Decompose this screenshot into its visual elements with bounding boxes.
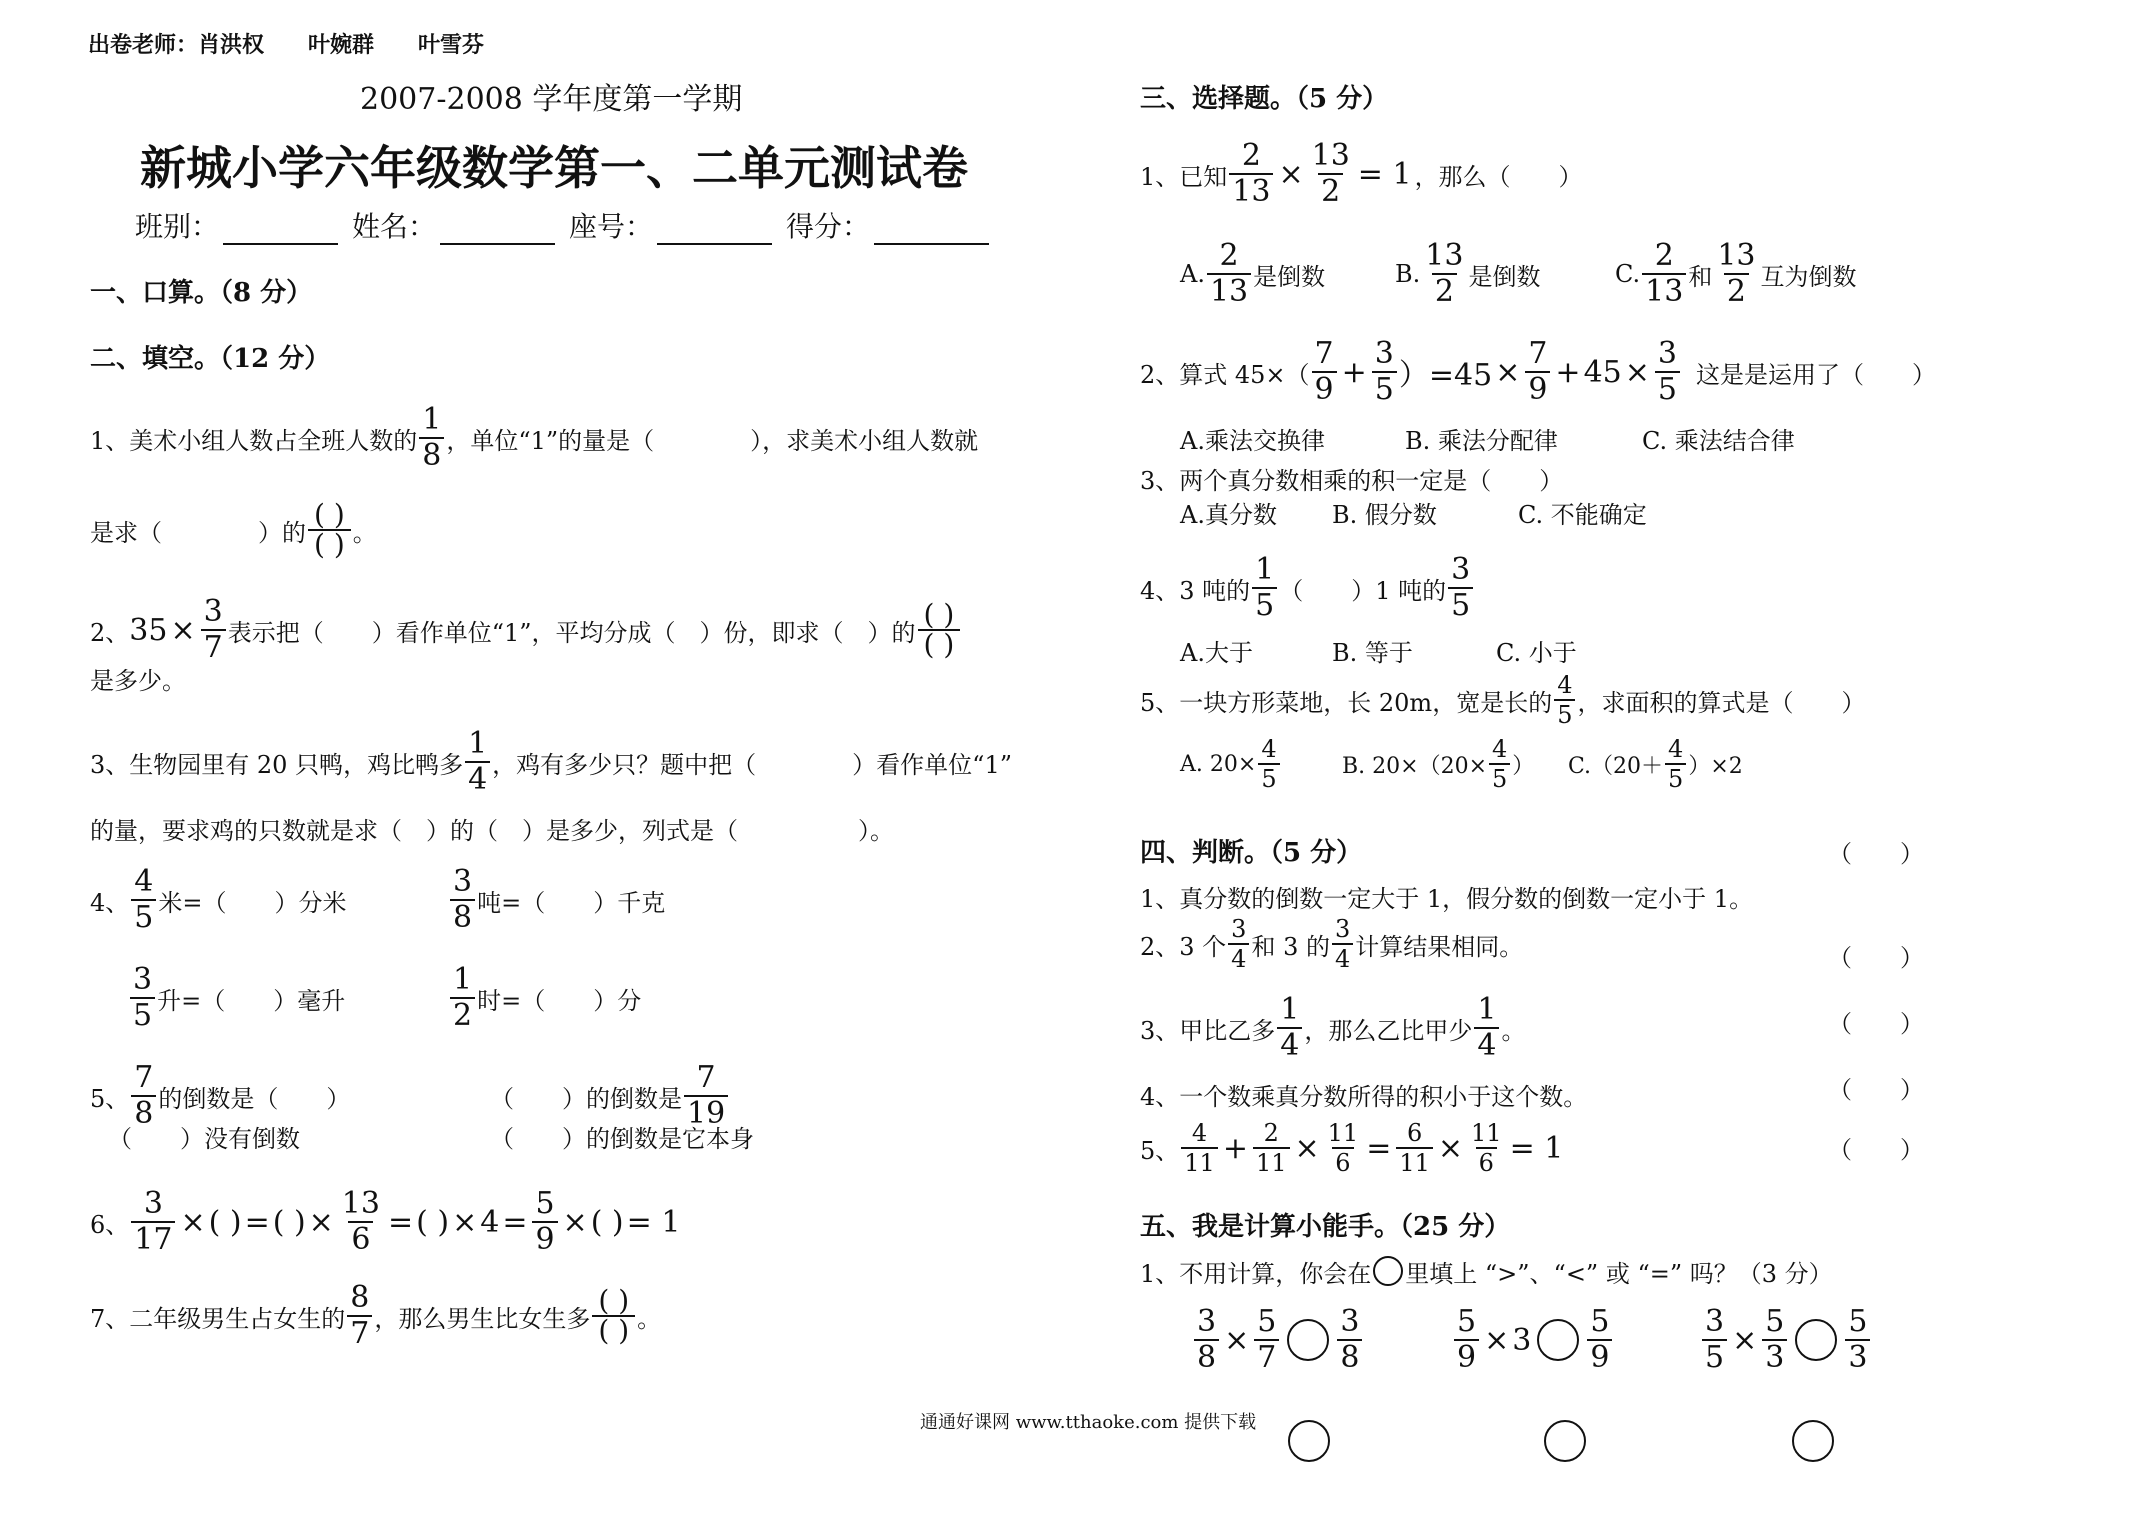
glyph-reference: （ ）（ ）、	[1360, 1413, 1472, 1429]
compare-3	[1700, 1300, 1872, 1380]
fraction: $\frac{1}{5}$	[1252, 555, 1277, 621]
fraction: $\frac{5}{7}$	[1254, 1307, 1279, 1373]
fraction: $\frac{3}{5}$	[1702, 1307, 1727, 1373]
fill-q5-item-c: （ ）没有倒数	[108, 1124, 300, 1153]
plus-sign: +	[1341, 354, 1367, 390]
choice-q1-option-c[interactable]: C. $\frac{2}{13}$ 和 $\frac{13}{2}$ 互为倒数	[1615, 238, 1857, 309]
times-sign: ×	[1484, 1322, 1510, 1358]
choice-q2-option-a[interactable]: A.乘法交换律	[1180, 426, 1325, 455]
fraction: $\frac{8}{7}$	[347, 1283, 372, 1349]
choice-q5-option-a[interactable]: A. 20× $\frac{4}{5}$	[1180, 724, 1282, 804]
judge-q1: 1、真分数的倒数一定大于 1，假分数的倒数一定小于 1。	[1140, 884, 1754, 913]
times-sign: ×	[1495, 354, 1521, 390]
equals-sign: =	[244, 1204, 270, 1240]
fraction: $\frac{3}{7}$	[201, 597, 226, 663]
choice-q1-option-b[interactable]: B. $\frac{13}{2}$ 是倒数	[1395, 238, 1541, 309]
fraction: $\frac{3}{8}$	[1337, 1307, 1362, 1373]
fill-q7-text-a: 7、二年级男生占女生的	[90, 1304, 346, 1333]
fill-q7-line	[90, 1276, 661, 1356]
fill-q4-item-b	[448, 860, 665, 940]
choice-q4-option-a[interactable]: A.大于	[1180, 638, 1253, 667]
fraction: $\frac{1}{4}$	[465, 729, 490, 795]
fill-q6-equation	[90, 1182, 683, 1262]
calc-q1-stem	[1140, 1246, 1833, 1296]
term-heading: 2007-2008 学年度第一学期	[360, 82, 743, 117]
choice-q5-text-a: 5、一块方形菜地，长 20m，宽是长的	[1140, 688, 1553, 717]
fill-q3-text-a: 3、生物园里有 20 只鸭，鸡比鸭多	[90, 750, 464, 779]
fraction: $\frac{5}{9}$	[1587, 1307, 1612, 1373]
calc-q1-text-b: 里填上 “>”、“<” 或 “=” 吗？（3 分）	[1405, 1259, 1833, 1288]
fraction: $\frac{13}{6}$	[341, 1186, 380, 1257]
reciprocal-text: （ ）的倒数是	[490, 1084, 682, 1113]
choice-q4-text-a: 4、3 吨的	[1140, 576, 1251, 605]
fill-q1-text-b: ，单位“1”的量是（ ），求美术小组人数就	[446, 426, 979, 455]
fill-q3-line2: 的量，要求鸡的只数就是求（ ）的（ ）是多少，列式是（ ）。	[90, 816, 894, 845]
blank[interactable]: ( )	[416, 1204, 450, 1240]
blank[interactable]: ( )	[272, 1204, 306, 1240]
judge-q4: 4、一个数乘真分数所得的积小于这个数。	[1140, 1082, 1588, 1111]
question-number: 6、	[90, 1210, 130, 1239]
expression: ）=45	[1398, 358, 1493, 393]
name-blank[interactable]	[440, 215, 555, 245]
blank-fraction[interactable]: $\frac{( )}{( )}$	[592, 1287, 635, 1345]
compare-circle[interactable]	[1537, 1319, 1579, 1361]
choice-q3-option-c[interactable]: C. 不能确定	[1518, 500, 1647, 529]
choice-q4-option-c[interactable]: C. 小于	[1496, 638, 1577, 667]
fraction: $\frac{5}{3}$	[1762, 1307, 1787, 1373]
fill-q4-item-d	[448, 958, 641, 1038]
score-blank[interactable]	[874, 215, 989, 245]
fraction: $\frac{5}{3}$	[1845, 1307, 1870, 1373]
compare-circle[interactable]	[1287, 1319, 1329, 1361]
fill-q2-line2: 是多少。	[90, 666, 186, 695]
choice-q2-option-b[interactable]: B. 乘法分配律	[1405, 426, 1558, 455]
fraction: $\frac{3}{4}$	[1228, 917, 1249, 971]
fraction: $\frac{1}{4}$	[1277, 995, 1302, 1061]
page-title: 新城小学六年级数学第一、二单元测试卷	[140, 141, 968, 195]
choice-q2-option-c[interactable]: C. 乘法结合律	[1642, 426, 1795, 455]
fraction: $\frac{3}{17}$	[131, 1189, 175, 1255]
question-number: 4、	[90, 888, 130, 917]
compare-1	[1192, 1300, 1364, 1380]
fraction: $\frac{3}{8}$	[1194, 1307, 1219, 1373]
blank-fraction[interactable]: $\frac{( )}{( )}$	[918, 601, 961, 659]
fill-q2-line1	[90, 590, 962, 670]
judge-q2-answer-blank[interactable]: （ ）	[1828, 944, 1924, 972]
question-number: 5、	[90, 1084, 130, 1113]
fraction: $\frac{7}{9}$	[1312, 339, 1337, 405]
judge-q5-answer-blank[interactable]: （ ）	[1828, 1136, 1924, 1164]
fraction: $\frac{11}{6}$	[1471, 1119, 1502, 1177]
choice-q5-option-b[interactable]: B. 20×（20× $\frac{4}{5}$ ）	[1342, 735, 1535, 793]
fraction: $\frac{7}{8}$	[131, 1063, 156, 1129]
choice-q2-stem	[1140, 332, 1936, 412]
number: 45	[1583, 354, 1622, 390]
equals-one: = 1	[1357, 156, 1412, 192]
judge-q3-text-c: 。	[1501, 1016, 1526, 1045]
fraction: $\frac{6}{11}$	[1396, 1121, 1433, 1175]
fill-q1-line1	[90, 398, 978, 478]
fill-q5-item-d: （ ）的倒数是它本身	[490, 1124, 754, 1153]
fraction: $\frac{4}{5}$	[1554, 673, 1575, 727]
section-5-title: 五、我是计算小能手。（25 分）	[1140, 1212, 1511, 1242]
fill-q7-text-c: 。	[637, 1304, 662, 1333]
choice-q2-text-d: 这是是运用了（ ）	[1695, 360, 1936, 389]
fraction: $\frac{3}{5}$	[1448, 555, 1473, 621]
fraction: $\frac{4}{11}$	[1181, 1121, 1218, 1175]
fraction: $\frac{7}{19}$	[684, 1063, 728, 1129]
fraction: $\frac{3}{5}$	[1655, 339, 1680, 405]
times-sign: ×	[562, 1204, 588, 1240]
section-1-title: 一、口算。（8 分）	[90, 278, 313, 308]
choice-q2-text-a: 2、算式 45×（	[1140, 360, 1310, 389]
question-number: 2、	[90, 618, 130, 647]
choice-q5-text-b: ，求面积的算式是（ ）	[1577, 688, 1866, 717]
times-sign: ×	[1224, 1322, 1250, 1358]
unit-conversion: 升=（ ）毫升	[157, 986, 346, 1015]
choice-q3-stem: 3、两个真分数相乘的积一定是（ ）	[1140, 466, 1564, 495]
judge-q3	[1140, 988, 1525, 1068]
judge-q2-text-c: 计算结果相同。	[1355, 932, 1524, 961]
fraction: $\frac{1}{4}$	[1474, 995, 1499, 1061]
class-blank[interactable]	[223, 215, 338, 245]
fill-q4-row1	[90, 860, 346, 940]
times-sign: ×	[180, 1204, 206, 1240]
fraction: $\frac{13}{2}$	[1311, 138, 1350, 209]
number: 4	[480, 1204, 500, 1240]
blank[interactable]: ( )	[590, 1204, 624, 1240]
judge-q2-text-a: 2、3 个	[1140, 932, 1227, 961]
fill-q7-text-b: ，那么男生比女生多	[374, 1304, 591, 1333]
choice-q4-stem	[1140, 548, 1475, 628]
times-sign: ×	[1278, 156, 1304, 192]
compare-circle-row2-2[interactable]	[1544, 1420, 1586, 1462]
section-4-title: 四、判断。（5 分）	[1140, 838, 1363, 868]
equals-sign: =	[502, 1204, 528, 1240]
choice-q4-text-b: （ ）1 吨的	[1279, 576, 1447, 605]
score-label: 得分：	[786, 210, 871, 243]
judge-q3-text-a: 3、甲比乙多	[1140, 1016, 1276, 1045]
seat-label: 座号：	[569, 210, 654, 243]
times-sign: ×	[1294, 1130, 1320, 1166]
fraction: $\frac{2}{13}$	[1229, 141, 1273, 207]
judge-q3-answer-blank[interactable]: （ ）	[1828, 1010, 1924, 1038]
fill-q4-item-c	[128, 958, 345, 1038]
choice-q1-stem	[1140, 134, 1583, 214]
times-sign: ×	[1732, 1322, 1758, 1358]
fraction: $\frac{11}{6}$	[1327, 1119, 1359, 1177]
fill-q3-line1	[90, 722, 1012, 802]
compare-circle-row2-1[interactable]	[1288, 1420, 1330, 1462]
blank-fraction[interactable]: $\frac{( )}{( )}$	[308, 501, 351, 559]
number: 3	[1512, 1322, 1532, 1358]
judge-answer-blank[interactable]: （ ）	[1828, 840, 1924, 868]
judge-q4-answer-blank[interactable]: （ ）	[1828, 1076, 1924, 1104]
section-2-title: 二、填空。（12 分）	[90, 344, 331, 374]
question-number: 5、	[1140, 1136, 1180, 1165]
choice-q1-text-b: ，那么（ ）	[1414, 162, 1583, 191]
choice-q1-text-a: 1、已知	[1140, 162, 1228, 191]
equals-one: = 1	[1509, 1130, 1564, 1166]
choice-q3-option-b[interactable]: B. 假分数	[1332, 500, 1437, 529]
fraction: $\frac{3}{8}$	[450, 867, 475, 933]
judge-q2	[1140, 904, 1523, 984]
fraction: $\frac{2}{11}$	[1253, 1121, 1290, 1175]
name-label: 姓名：	[352, 210, 437, 243]
equals-one: = 1	[626, 1204, 681, 1240]
student-info-fields	[135, 205, 1003, 245]
seat-blank[interactable]	[657, 215, 772, 245]
fill-q1-text-c: 是求（ ）的	[90, 518, 306, 547]
compare-2	[1452, 1300, 1614, 1380]
judge-q2-text-b: 和 3 的	[1251, 932, 1330, 961]
unit-conversion: 吨=（ ）千克	[477, 888, 666, 917]
fill-q1-line2	[90, 490, 377, 570]
fraction: $\frac{4}{5}$	[131, 867, 156, 933]
fraction: $\frac{3}{4}$	[1332, 917, 1353, 971]
times-sign: ×	[1624, 354, 1650, 390]
fraction: $\frac{7}{9}$	[1525, 339, 1550, 405]
circle-icon	[1373, 1256, 1403, 1286]
choice-q5-option-c[interactable]: C.（20＋ $\frac{4}{5}$ ）×2	[1568, 735, 1743, 793]
calc-q1-text-a: 1、不用计算，你会在	[1140, 1259, 1372, 1288]
fraction: $\frac{3}{5}$	[130, 965, 155, 1031]
times-sign: ×	[308, 1204, 334, 1240]
fraction: $\frac{5}{9}$	[532, 1189, 557, 1255]
fraction: $\frac{3}{5}$	[1372, 339, 1397, 405]
judge-q5	[1140, 1108, 1566, 1188]
footer-credit: 通通好课网 www.tthaoke.com 提供下载	[920, 1412, 1257, 1433]
unit-conversion: 时=（ ）分	[477, 986, 642, 1015]
times-sign: ×	[1437, 1130, 1464, 1166]
choice-q4-option-b[interactable]: B. 等于	[1332, 638, 1413, 667]
choice-q1-option-a[interactable]: A. $\frac{2}{13}$ 是倒数	[1180, 238, 1326, 309]
times-sign: ×	[170, 612, 196, 648]
fill-q2-text: 表示把（ ）看作单位“1”，平均分成（ ）份，即求（ ）的	[227, 618, 916, 647]
class-label: 班别：	[135, 210, 220, 243]
fraction: $\frac{5}{9}$	[1454, 1307, 1479, 1373]
reciprocal-text: 的倒数是（ ）	[158, 1084, 351, 1113]
number: 35	[129, 612, 168, 648]
choice-q3-option-a[interactable]: A.真分数	[1180, 500, 1277, 529]
judge-q3-text-b: ，那么乙比甲少	[1304, 1016, 1473, 1045]
fraction: $\frac{1}{2}$	[450, 965, 475, 1031]
fill-q1-text-d: 。	[352, 518, 377, 547]
unit-conversion: 米=（ ）分米	[158, 888, 347, 917]
compare-circle[interactable]	[1795, 1319, 1837, 1361]
times-sign: ×	[452, 1204, 478, 1240]
section-3-title: 三、选择题。（5 分）	[1140, 84, 1389, 114]
equals-sign: =	[387, 1204, 414, 1240]
fraction: $\frac{1}{8}$	[419, 405, 444, 471]
equals-sign: =	[1366, 1130, 1392, 1166]
plus-sign: +	[1222, 1130, 1248, 1166]
teachers-line: 出卷老师：肖洪权 叶婉群 叶雪芬	[88, 33, 485, 58]
fill-q3-text-b: ，鸡有多少只？题中把（ ）看作单位“1”	[492, 750, 1012, 779]
blank[interactable]: ( )	[208, 1204, 242, 1240]
fill-q1-text-a: 1、美术小组人数占全班人数的	[90, 426, 418, 455]
compare-circle-row2-3[interactable]	[1792, 1420, 1834, 1462]
plus-sign: +	[1555, 354, 1581, 390]
